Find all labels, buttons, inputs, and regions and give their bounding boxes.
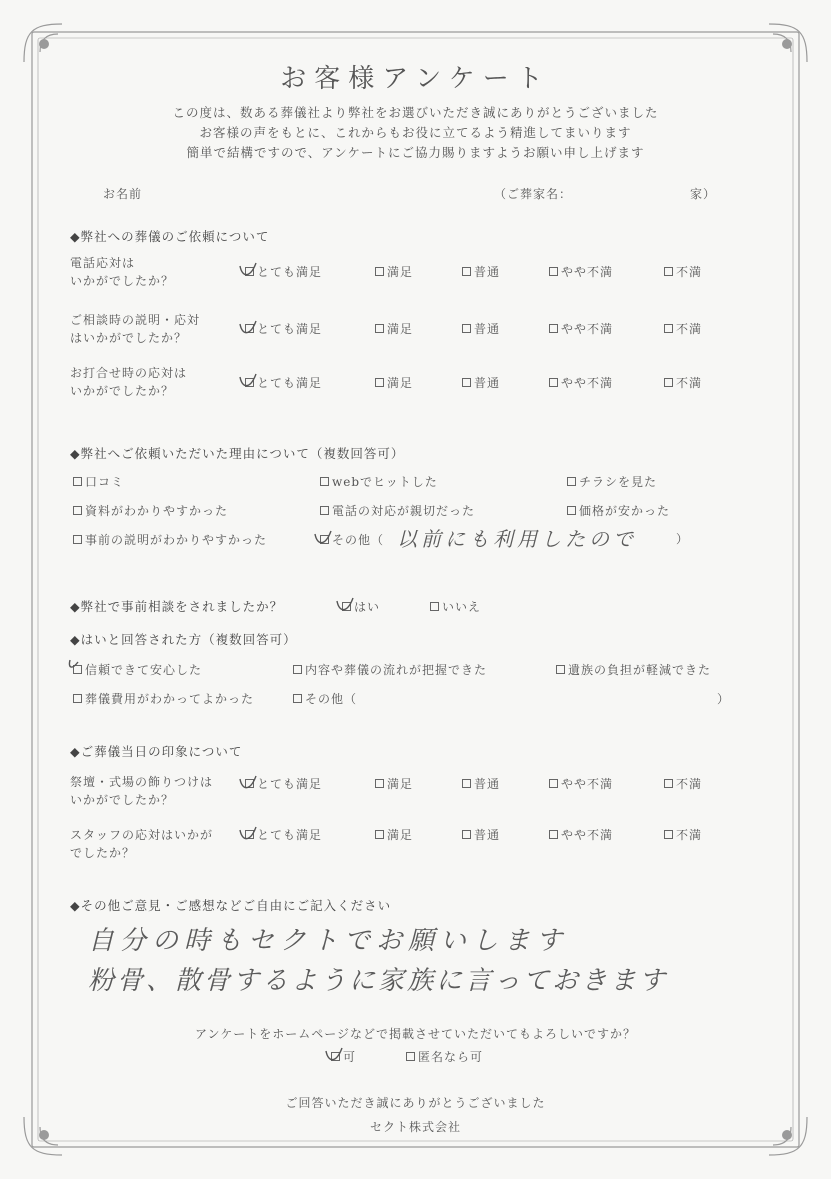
option-label: とても満足 — [257, 322, 323, 336]
option-label: はい — [354, 600, 381, 614]
option-label: 不満 — [676, 265, 703, 279]
question-line: お打合せ時の応対は — [70, 366, 188, 380]
footer-thanks: ご回答いただき誠にありがとうございました — [285, 1096, 546, 1110]
rating-neutral[interactable] — [462, 374, 500, 391]
intro-line-2: お客様の声をもとに、これからもお役に立てるよう精進してまいります — [199, 125, 632, 140]
section3-heading: ◆弊社で事前相談をされましたか？ — [70, 599, 284, 614]
option-label: 満足 — [387, 376, 414, 390]
reason-flyer[interactable] — [567, 473, 657, 490]
option-label: とても満足 — [257, 376, 323, 390]
option-label: その他（ — [332, 533, 385, 547]
name-label: お名前 — [103, 187, 143, 201]
option-label: 内容や葬儀の流れが把握できた — [305, 663, 488, 677]
option-label: 普通 — [474, 777, 501, 791]
option-label: とても満足 — [257, 777, 323, 791]
option-label: 電話の対応が親切だった — [332, 504, 476, 518]
option-label: 普通 — [474, 828, 501, 842]
benefit-other[interactable] — [293, 690, 357, 707]
option-label: 不満 — [676, 376, 703, 390]
question-line: 祭壇・式場の飾りつけは — [70, 775, 214, 789]
checkbox[interactable] — [375, 324, 384, 333]
handwritten-check-mark — [236, 770, 262, 796]
close-paren: ） — [676, 532, 690, 546]
handwritten-check-mark — [236, 257, 262, 283]
question-phone — [70, 254, 174, 290]
option-label: 遺族の負担が軽減できた — [568, 663, 712, 677]
question-line: いかがでしたか？ — [70, 274, 175, 288]
checkbox[interactable] — [549, 830, 558, 839]
handwritten-check-mark — [322, 1042, 348, 1068]
checkbox[interactable] — [375, 378, 384, 387]
handwritten-check-mark — [333, 592, 359, 618]
option-label: 可 — [343, 1050, 357, 1064]
question-line: いかがでしたか？ — [70, 793, 175, 807]
rating-somewhat-dissatisfied[interactable] — [549, 374, 613, 391]
question-line: ご相談時の説明・応対 — [70, 313, 201, 327]
handwritten-check-mark — [311, 525, 337, 551]
rating-somewhat-dissatisfied[interactable] — [549, 775, 613, 792]
question-altar — [70, 773, 213, 809]
checkbox[interactable] — [549, 267, 558, 276]
checkbox[interactable] — [73, 477, 82, 486]
checkbox[interactable] — [462, 779, 471, 788]
reason-web[interactable] — [320, 473, 438, 490]
rating-somewhat-dissatisfied[interactable] — [549, 320, 613, 337]
reason-cheap-price[interactable] — [567, 502, 670, 519]
rating-dissatisfied[interactable] — [664, 826, 702, 843]
rating-neutral[interactable] — [462, 775, 500, 792]
rating-dissatisfied[interactable] — [664, 775, 702, 792]
checkbox[interactable] — [567, 477, 576, 486]
section5-heading: ◆ご葬儀当日の印象について — [70, 744, 243, 759]
question-line: でしたか？ — [70, 846, 136, 860]
question-line: 電話応対は — [70, 256, 136, 270]
benefit-understand-flow[interactable] — [293, 661, 487, 678]
option-label: 普通 — [474, 322, 501, 336]
family-name-label: （ご葬家名： — [494, 187, 573, 201]
rating-neutral[interactable] — [462, 826, 500, 843]
publish-anonymous[interactable] — [406, 1048, 483, 1065]
other-reason-handwritten: 以前にも利用したので — [397, 527, 637, 551]
option-label: やや不満 — [561, 376, 614, 390]
option-label: やや不満 — [561, 828, 614, 842]
option-label: 満足 — [387, 265, 414, 279]
footer-company: セクト株式会社 — [369, 1120, 461, 1134]
rating-satisfied[interactable] — [375, 320, 413, 337]
checkbox[interactable] — [375, 267, 384, 276]
checkbox[interactable] — [406, 1052, 415, 1061]
checkbox[interactable] — [73, 506, 82, 515]
checkbox[interactable] — [430, 602, 439, 611]
handwritten-check-mark — [236, 368, 262, 394]
handwritten-check-mark — [236, 315, 262, 341]
option-label: とても満足 — [257, 265, 323, 279]
option-label: 口コミ — [85, 475, 125, 489]
handwritten-check-mark — [236, 821, 262, 847]
checkbox[interactable] — [462, 830, 471, 839]
option-label: webでヒットした — [332, 475, 438, 489]
option-label: 不満 — [676, 828, 703, 842]
checkbox[interactable] — [320, 477, 329, 486]
survey-title: お客様アンケート — [280, 64, 551, 94]
option-label: 満足 — [387, 777, 414, 791]
option-label: 不満 — [676, 322, 703, 336]
option-label: やや不満 — [561, 322, 614, 336]
checkbox[interactable] — [664, 324, 673, 333]
option-label: 満足 — [387, 322, 414, 336]
rating-neutral[interactable] — [462, 320, 500, 337]
benefit-trust[interactable] — [73, 661, 202, 678]
rating-satisfied[interactable] — [375, 374, 413, 391]
rating-neutral[interactable] — [462, 263, 500, 280]
benefit-reduced-burden[interactable] — [556, 661, 711, 678]
checkbox[interactable] — [73, 694, 82, 703]
option-label: 匿名なら可 — [418, 1050, 484, 1064]
reason-kind-phone[interactable] — [320, 502, 475, 519]
reason-clear-materials[interactable] — [73, 502, 228, 519]
rating-satisfied[interactable] — [375, 263, 413, 280]
checkbox[interactable] — [664, 267, 673, 276]
option-label: その他（ — [305, 692, 358, 706]
intro-line-3: 簡単で結構ですので、アンケートにご協力賜りますようお願い申し上げます — [186, 145, 645, 160]
rating-satisfied[interactable] — [375, 826, 413, 843]
option-label: やや不満 — [561, 265, 614, 279]
checkbox[interactable] — [293, 694, 302, 703]
rating-dissatisfied[interactable] — [664, 263, 702, 280]
option-label: いいえ — [442, 600, 482, 614]
checkbox[interactable] — [556, 665, 565, 674]
option-label: 普通 — [474, 265, 501, 279]
option-label: とても満足 — [257, 828, 323, 842]
checkbox[interactable] — [664, 830, 673, 839]
option-label: 普通 — [474, 376, 501, 390]
option-label: 満足 — [387, 828, 414, 842]
question-meeting — [70, 364, 187, 400]
comment-line-2: 粉骨、散骨するように家族に言っておきます — [88, 966, 669, 996]
option-label: 不満 — [676, 777, 703, 791]
checkbox[interactable] — [549, 378, 558, 387]
question-staff — [70, 826, 213, 862]
option-label: チラシを見た — [579, 475, 658, 489]
rating-satisfied[interactable] — [375, 775, 413, 792]
section1-heading: ◆弊社への葬儀のご依頼について — [70, 229, 270, 244]
question-line: いかがでしたか？ — [70, 384, 175, 398]
option-label: やや不満 — [561, 777, 614, 791]
option-label: 葬儀費用がわかってよかった — [85, 692, 255, 706]
benefit-cost-known[interactable] — [73, 690, 254, 707]
question-line: はいかがでしたか？ — [70, 331, 188, 345]
rating-somewhat-dissatisfied[interactable] — [549, 263, 613, 280]
section6-heading: ◆その他ご意見・ご感想などご自由にご記入ください — [70, 898, 392, 913]
checkbox[interactable] — [664, 779, 673, 788]
checkbox[interactable] — [664, 378, 673, 387]
family-suffix: 家） — [690, 187, 717, 201]
checkbox[interactable] — [375, 830, 384, 839]
section4-heading: ◆はいと回答された方（複数回答可） — [70, 632, 297, 647]
option-label: 資料がわかりやすかった — [85, 504, 229, 518]
checkbox[interactable] — [462, 324, 471, 333]
question-line: スタッフの応対はいかが — [70, 828, 214, 842]
reason-clear-explanation[interactable] — [73, 531, 267, 548]
rating-dissatisfied[interactable] — [664, 374, 702, 391]
checkbox[interactable] — [73, 535, 82, 544]
checkbox[interactable] — [549, 324, 558, 333]
checkbox[interactable] — [375, 779, 384, 788]
section2-heading: ◆弊社へご依頼いただいた理由について（複数回答可） — [70, 446, 405, 461]
answer-no[interactable] — [430, 598, 481, 615]
close-paren: ） — [717, 692, 731, 706]
checkbox[interactable] — [293, 665, 302, 674]
handwritten-check-mark — [64, 654, 90, 680]
comment-line-1: 自分の時もセクトでお願いします — [88, 926, 569, 956]
rating-dissatisfied[interactable] — [664, 320, 702, 337]
rating-somewhat-dissatisfied[interactable] — [549, 826, 613, 843]
reason-word-of-mouth[interactable] — [73, 473, 124, 490]
checkbox[interactable] — [567, 506, 576, 515]
publish-question: アンケートをホームページなどで掲載させていただいてもよろしいですか？ — [194, 1027, 637, 1041]
checkbox[interactable] — [320, 506, 329, 515]
option-label: 価格が安かった — [579, 504, 671, 518]
option-label: 事前の説明がわかりやすかった — [85, 533, 268, 547]
checkbox[interactable] — [462, 267, 471, 276]
question-consultation — [70, 311, 200, 347]
option-label: 信頼できて安心した — [85, 663, 203, 677]
checkbox[interactable] — [462, 378, 471, 387]
intro-line-1: この度は、数ある葬儀社より弊社をお選びいただき誠にありがとうございました — [172, 105, 659, 120]
checkbox[interactable] — [549, 779, 558, 788]
